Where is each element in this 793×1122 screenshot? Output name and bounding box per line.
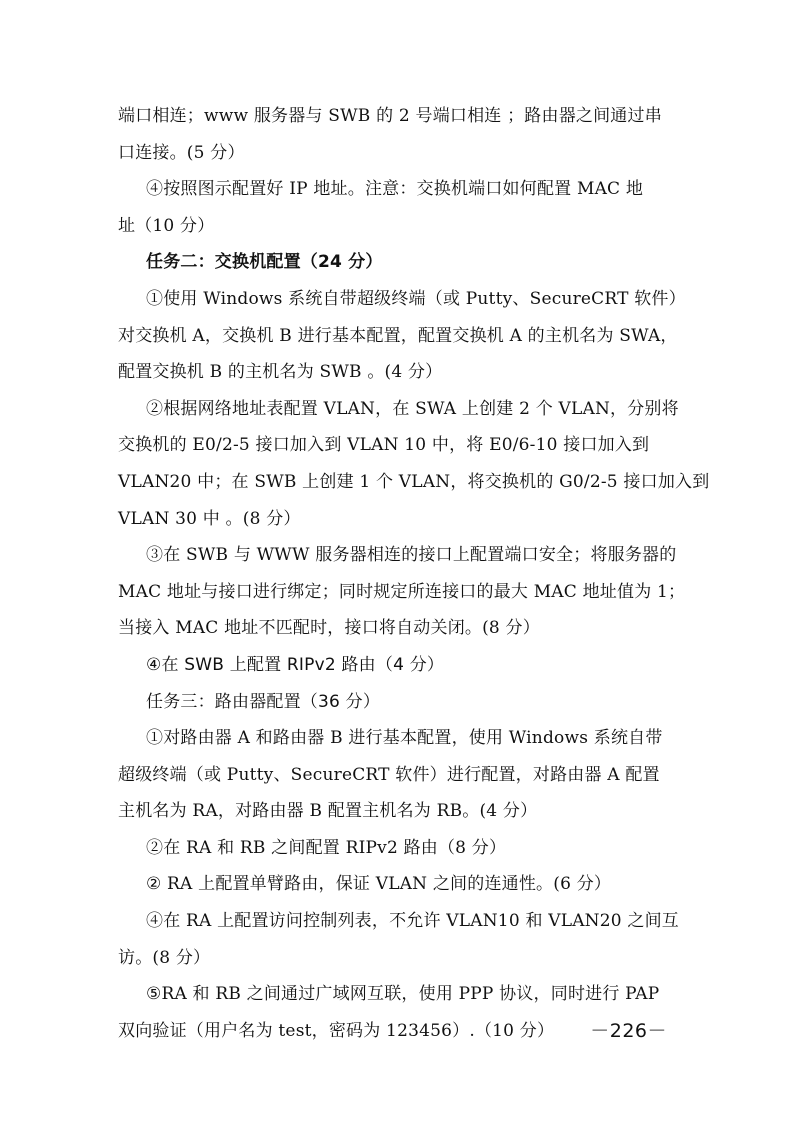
text-line: ④按照图示配置好 IP 地址。注意：交换机端口如何配置 MAC 地	[146, 179, 644, 200]
text-line: 当接入 MAC 地址不匹配时，接口将自动关闭。(8 分）	[118, 618, 540, 639]
text-line: 主机名为 RA，对路由器 B 配置主机名为 RB。(4 分）	[118, 801, 538, 822]
body-text	[118, 98, 710, 1049]
text-line: ①对路由器 A 和路由器 B 进行基本配置，使用 Windows 系统自带	[146, 728, 663, 749]
text-line: 对交换机 A，交换机 B 进行基本配置，配置交换机 A 的主机名为 SWA，	[118, 325, 678, 346]
text-line: ①使用 Windows 系统自带超级终端（或 Putty、SecureCRT 软件）	[146, 288, 686, 309]
text-line: 交换机的 E0/2-5 接口加入到 VLAN 10 中，将 E0/6-10 接口加入到	[118, 435, 650, 456]
text-line: 访。(8 分）	[118, 947, 211, 968]
text-line: ④在 RA 上配置访问控制列表，不允许 VLAN10 和 VLAN20 之间互	[146, 911, 679, 932]
text-line: 端口相连；www 服务器与 SWB 的 2 号端口相连 ；路由器之间通过串	[118, 106, 662, 126]
text-line: 址（10 分）	[118, 215, 215, 236]
text-line: ③在 SWB 与 WWW 服务器相连的接口上配置端口安全；将服务器的	[146, 545, 677, 566]
text-line: VLAN20 中；在 SWB 上创建 1 个 VLAN，将交换机的 G0/2-5 接口加入到	[118, 471, 710, 492]
text-line: 配置交换机 B 的主机名为 SWB 。(4 分）	[118, 362, 443, 383]
text-line: ④在 SWB 上配置 RIPv2 路由（4 分）	[146, 654, 445, 675]
text-line: ②在 RA 和 RB 之间配置 RIPv2 路由（8 分）	[146, 837, 507, 858]
section-heading: 任务二：交换机配置（24 分）	[146, 252, 383, 273]
text-line: VLAN 30 中 。(8 分）	[118, 508, 301, 529]
page-number: －226－	[590, 1020, 667, 1042]
text-line: ②根据网络地址表配置 VLAN，在 SWA 上创建 2 个 VLAN，分别将	[146, 398, 679, 419]
section-heading: 任务三：路由器配置（36 分）	[146, 691, 381, 712]
text-line: MAC 地址与接口进行绑定；同时规定所连接口的最大 MAC 地址值为 1；	[118, 581, 686, 602]
text-line: 双向验证（用户名为 test，密码为 123456）.（10 分）	[118, 1020, 555, 1041]
text-line: 口连接。(5 分）	[118, 142, 245, 163]
text-line: 超级终端（或 Putty、SecureCRT 软件）进行配置，对路由器 A 配置	[118, 764, 660, 785]
text-line: ② RA 上配置单臂路由，保证 VLAN 之间的连通性。(6 分）	[146, 874, 612, 895]
text-line: ⑤RA 和 RB 之间通过广域网互联，使用 PPP 协议，同时进行 PAP	[146, 984, 660, 1005]
